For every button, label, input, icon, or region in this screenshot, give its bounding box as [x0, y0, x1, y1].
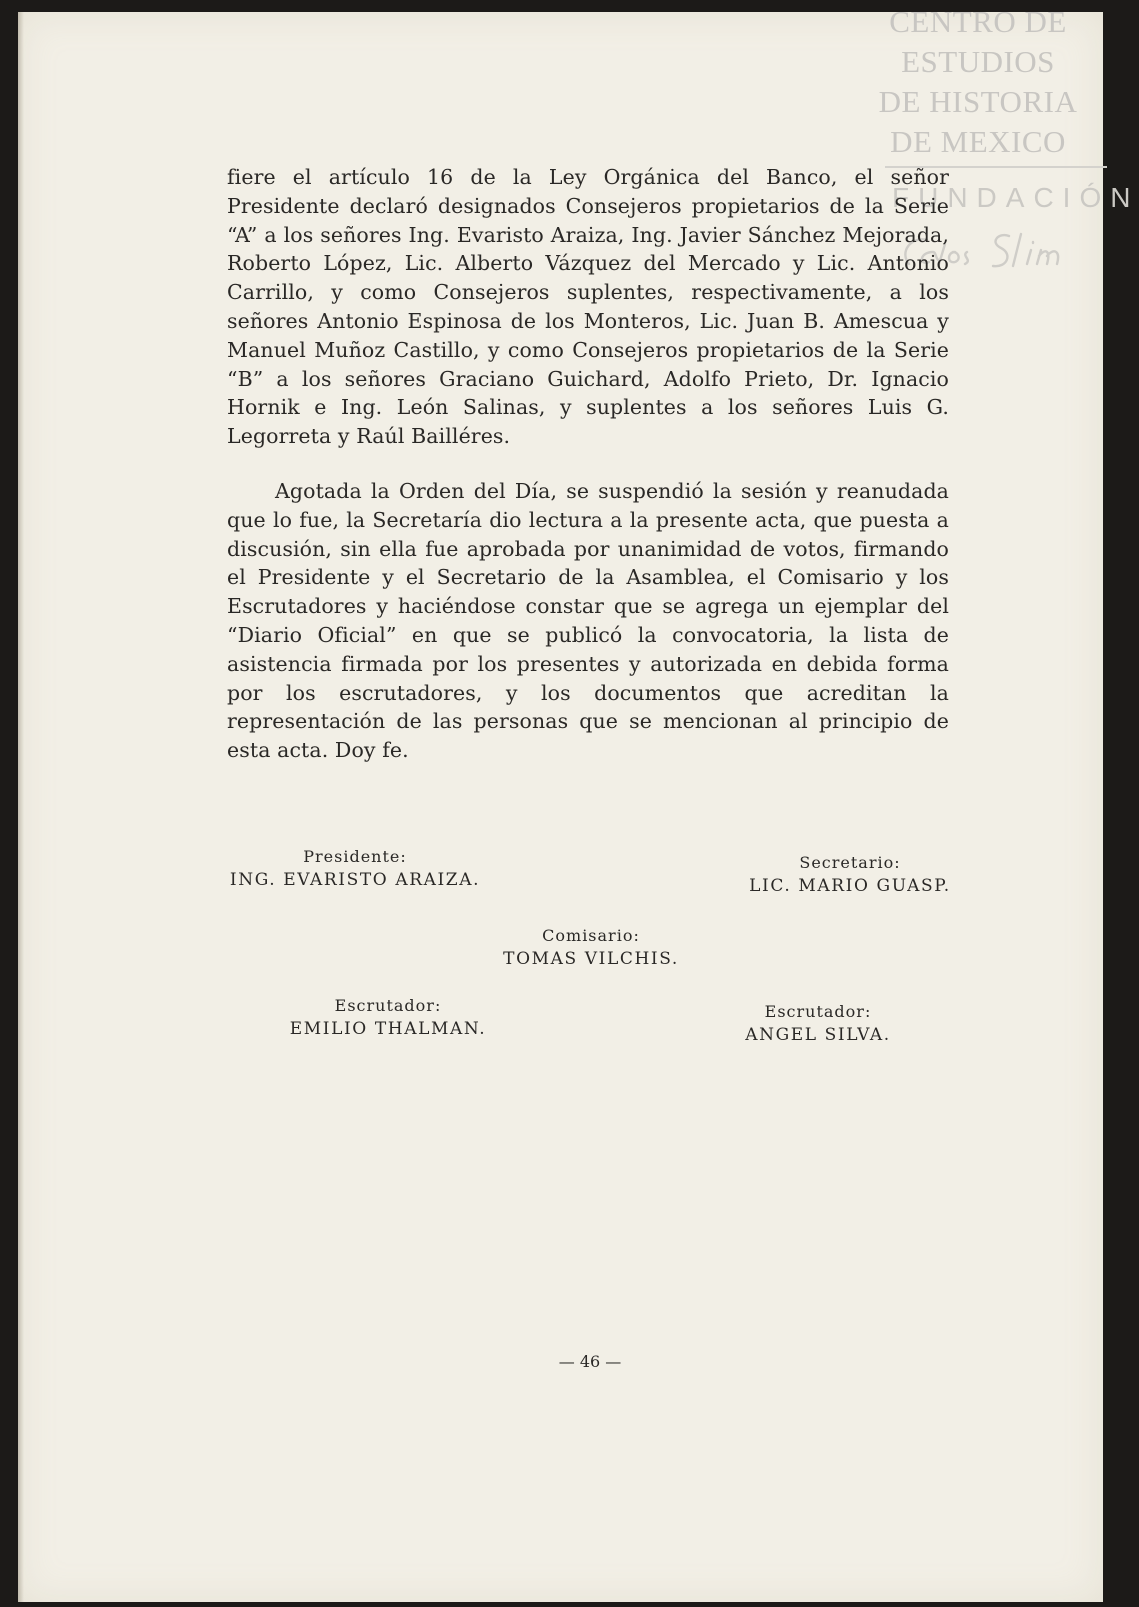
signature-escrutador-2 — [722, 1001, 914, 1047]
page-number: — 46 — — [558, 1352, 622, 1371]
watermark-line: ESTUDIOS — [901, 44, 1055, 79]
signature-name: LIC. MARIO GUASP. — [749, 876, 951, 896]
signature-secretario — [734, 852, 966, 898]
signature-name: TOMAS VILCHIS. — [503, 949, 679, 969]
watermark-line: DE HISTORIA — [878, 84, 1078, 119]
watermark-line: DE MEXICO — [890, 124, 1066, 159]
paragraph-closing: Agotada la Orden del Día, se suspendió la sesión y reanudada que lo fue, la Secretaría dio lectura a la presente acta, que puesta a discusión, sin ella fue aprobada por unanimidad de votos, firmando el Presidente y el Secretario de la Asamblea, el Comisario y los Escrutadores y haciéndose constar que se agrega un ejemplar del “Diario Oficial” en que se publicó la convocatoria, la lista de asistencia firmada por los presentes y autorizada en debida forma por los escrutadores, y los documentos que acreditan la representación de las personas que se mencionan al principio de esta acta. Doy fe. — [227, 478, 949, 763]
document-body — [227, 163, 949, 765]
paragraph-continuation: fiere el artículo 16 de la Ley Orgánica del Banco, el señor Presidente declaró designados Consejeros propietarios de la Serie “A” a los señores Ing. Evaristo Araiza, Ing. Javier Sánchez Mejorada, Roberto López, Lic. Alberto Vázquez del Mercado y Lic. Antonio Carrillo, y como Consejeros suplentes, respectivamente, a los señores Antonio Espinosa de los Monteros, Lic. Juan B. Amescua y Manuel Muñoz Castillo, y como Consejeros propietarios de la Serie “B” a los señores Graciano Guichard, Adolfo Prieto, Dr. Ignacio Hornik e Ing. León Salinas, y suplentes a los señores Luis G. Legorreta y Raúl Bailléres. — [227, 165, 949, 449]
signature-presidente — [214, 846, 496, 892]
archive-watermark — [863, 2, 1093, 162]
signature-role: Presidente: — [303, 847, 407, 866]
signature-name: EMILIO THALMAN. — [289, 1019, 487, 1039]
signature-comisario — [488, 925, 694, 971]
signature-escrutador-1 — [272, 995, 504, 1041]
signature-role: Escrutador: — [334, 996, 442, 1015]
signature-role: Comisario: — [542, 926, 640, 945]
watermark-foundation: FUNDACIÓN — [892, 182, 1139, 213]
signature-role: Escrutador: — [764, 1002, 872, 1021]
page-edge-shadow — [18, 12, 24, 1602]
signature-name: ING. EVARISTO ARAIZA. — [229, 870, 481, 890]
signature-name: ANGEL SILVA. — [745, 1025, 891, 1045]
signature-role: Secretario: — [799, 853, 901, 872]
watermark-line: CENTRO DE — [889, 4, 1067, 39]
